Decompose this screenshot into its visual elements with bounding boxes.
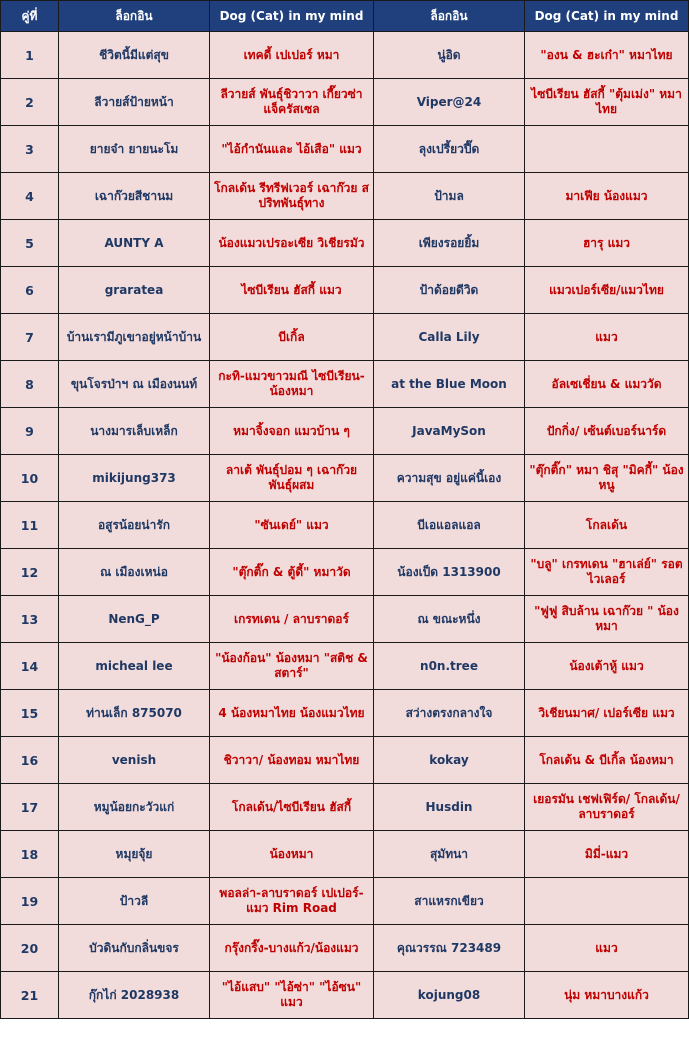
pair-number: 2: [1, 79, 59, 126]
table-row: [1, 32, 689, 79]
login-right: Calla Lily: [374, 314, 525, 361]
pet-right: วิเชียนมาศ/ เปอร์เซีย แมว: [525, 690, 689, 737]
login-left: กุ๊กไก่ 2028938: [59, 972, 210, 1019]
pet-right: แมว: [525, 925, 689, 972]
table-row: [1, 784, 689, 831]
login-right: เพียงรอยยิ้ม: [374, 220, 525, 267]
header-login-right: ล็อกอิน: [374, 1, 525, 32]
pet-right: โกลเด้น: [525, 502, 689, 549]
login-right: Viper@24: [374, 79, 525, 126]
pet-left: "ซันเดย์" แมว: [210, 502, 374, 549]
table-row: [1, 79, 689, 126]
login-right: n0n.tree: [374, 643, 525, 690]
login-left: NenG_P: [59, 596, 210, 643]
login-left: ขุนโจรป่าฯ ณ เมืองนนท์: [59, 361, 210, 408]
login-left: mikijung373: [59, 455, 210, 502]
pet-left: บีเกิ้ล: [210, 314, 374, 361]
login-right: สว่างตรงกลางใจ: [374, 690, 525, 737]
login-left: ณ เมืองเหน่อ: [59, 549, 210, 596]
pet-right: [525, 126, 689, 173]
pair-number: 19: [1, 878, 59, 925]
login-right: ความสุข อยู่แค่นี้เอง: [374, 455, 525, 502]
pet-left: น้องแมวเปรอะเซีย วิเชียรมัว: [210, 220, 374, 267]
login-left: AUNTY A: [59, 220, 210, 267]
pair-number: 12: [1, 549, 59, 596]
pet-right: เยอรมัน เชฟเฟิร์ด/ โกลเด้น/ลาบราดอร์: [525, 784, 689, 831]
header-pet-left: Dog (Cat) in my mind: [210, 1, 374, 32]
table-row: [1, 878, 689, 925]
header-pet-right: Dog (Cat) in my mind: [525, 1, 689, 32]
pet-left: โกลเด้น รีทรีฟเวอร์ เฉาก๊วย สปริทพันธุ์ทาง: [210, 173, 374, 220]
login-right: kojung08: [374, 972, 525, 1019]
pet-left: ลาเต้ พันธุ์ปอม ๆ เฉาก๊วย พันธุ์ผสม: [210, 455, 374, 502]
login-right: at the Blue Moon: [374, 361, 525, 408]
table-row: [1, 643, 689, 690]
pet-left: กรุ๊งกริ๊ง-บางแก้ว/น้องแมว: [210, 925, 374, 972]
pet-right: ฮารุ แมว: [525, 220, 689, 267]
pet-right: "บลู" เกรทเดน "ฮาเล่ย์" รอตไวเลอร์: [525, 549, 689, 596]
pair-number: 11: [1, 502, 59, 549]
table-row: [1, 596, 689, 643]
pet-left: พอลล่า-ลาบราดอร์ เปเปอร์- แมว Rim Road: [210, 878, 374, 925]
table-row: [1, 408, 689, 455]
login-right: น้องเป็ด 1313900: [374, 549, 525, 596]
table-row: [1, 690, 689, 737]
login-left: micheal lee: [59, 643, 210, 690]
login-left: graratea: [59, 267, 210, 314]
pair-number: 14: [1, 643, 59, 690]
table-row: [1, 502, 689, 549]
pair-number: 18: [1, 831, 59, 878]
login-left: บัวดินกับกลิ่นขจร: [59, 925, 210, 972]
login-right: Husdin: [374, 784, 525, 831]
table-row: [1, 314, 689, 361]
login-right: ลุงเปรี้ยวปี๊ด: [374, 126, 525, 173]
pair-number: 8: [1, 361, 59, 408]
pet-right: "ฟูฟู สิบล้าน เฉาก๊วย " น้องหมา: [525, 596, 689, 643]
header-login-left: ล็อกอิน: [59, 1, 210, 32]
pet-right: ไซบีเรียน ฮัสกี้ "ตุ้มเม่ง" หมาไทย: [525, 79, 689, 126]
header-row: [1, 1, 689, 32]
login-left: ป้าวลี: [59, 878, 210, 925]
pair-number: 7: [1, 314, 59, 361]
login-left: เฉาก๊วยสีชานม: [59, 173, 210, 220]
pet-left: เกรทเดน / ลาบราดอร์: [210, 596, 374, 643]
pair-number: 10: [1, 455, 59, 502]
login-left: นางมารเล็บเหล็ก: [59, 408, 210, 455]
table-row: [1, 173, 689, 220]
pet-left: เทคดี้ เปเปอร์ หมา: [210, 32, 374, 79]
table-row: [1, 267, 689, 314]
login-right: ป้ามล: [374, 173, 525, 220]
pet-left: "ไอ้กำนันและ ไอ้เสือ" แมว: [210, 126, 374, 173]
table-row: [1, 220, 689, 267]
pair-number: 1: [1, 32, 59, 79]
pair-number: 16: [1, 737, 59, 784]
login-left: ลีวายส์ป้ายหน้า: [59, 79, 210, 126]
header-pair-number: คู่ที่: [1, 1, 59, 32]
login-left: หมุยจุ้ย: [59, 831, 210, 878]
pet-right: แมวเปอร์เซีย/แมวไทย: [525, 267, 689, 314]
pet-right: ปักกิ่ง/ เซ้นต์เบอร์นาร์ด: [525, 408, 689, 455]
pair-number: 4: [1, 173, 59, 220]
pet-left: ชิวาวา/ น้องทอม หมาไทย: [210, 737, 374, 784]
pet-right: มิมี่-แมว: [525, 831, 689, 878]
table-row: [1, 972, 689, 1019]
pet-left: "ไอ้แสบ" "ไอ้ซ่า" "ไอ้ซน" แมว: [210, 972, 374, 1019]
table-row: [1, 925, 689, 972]
table-row: [1, 737, 689, 784]
pet-right: อัลเซเชี่ยน & แมววัด: [525, 361, 689, 408]
login-right: ป้าด้อยดีวิด: [374, 267, 525, 314]
pet-right: มาเฟีย น้องแมว: [525, 173, 689, 220]
login-left: venish: [59, 737, 210, 784]
pair-number: 3: [1, 126, 59, 173]
pet-left: "น้องก้อน" น้องหมา "สติช & สตาร์": [210, 643, 374, 690]
pet-right: โกลเด้น & บีเกิ้ล น้องหมา: [525, 737, 689, 784]
pet-right: [525, 878, 689, 925]
pet-left: กะทิ-แมวขาวมณี ไซบีเรียน-น้องหมา: [210, 361, 374, 408]
login-left: ชีวิตนี้มีแต่สุข: [59, 32, 210, 79]
login-left: ท่านเล็ก 875070: [59, 690, 210, 737]
pet-right: แมว: [525, 314, 689, 361]
login-right: นู่อิด: [374, 32, 525, 79]
login-right: ณ ขณะหนึ่ง: [374, 596, 525, 643]
table-row: [1, 126, 689, 173]
table-row: [1, 831, 689, 878]
pet-left: 4 น้องหมาไทย น้องแมวไทย: [210, 690, 374, 737]
login-right: บีเอแอลแอล: [374, 502, 525, 549]
login-left: ยายจ๋า ยายนะโม: [59, 126, 210, 173]
pair-number: 20: [1, 925, 59, 972]
pet-left: โกลเด้น/ไซบีเรียน ฮัสกี้: [210, 784, 374, 831]
pet-left: ลีวายส์ พันธุ์ชิวาวา เกี๊ยวซ่า แจ็ครัสเซล: [210, 79, 374, 126]
pet-left: "ตุ๊กติ๊ก & ตู้ดี้" หมาวัด: [210, 549, 374, 596]
pair-number: 9: [1, 408, 59, 455]
login-left: หมูน้อยกะวัวแก่: [59, 784, 210, 831]
pet-left: น้องหมา: [210, 831, 374, 878]
pair-number: 13: [1, 596, 59, 643]
login-right: JavaMySon: [374, 408, 525, 455]
pet-right: "องน & ฮะเก๋า" หมาไทย: [525, 32, 689, 79]
login-right: kokay: [374, 737, 525, 784]
pair-number: 21: [1, 972, 59, 1019]
table-row: [1, 549, 689, 596]
pair-number: 17: [1, 784, 59, 831]
table-row: [1, 455, 689, 502]
login-left: อสูรน้อยน่ารัก: [59, 502, 210, 549]
pet-left: ไซบีเรียน ฮัสกี้ แมว: [210, 267, 374, 314]
pet-right: นุ่ม หมาบางแก้ว: [525, 972, 689, 1019]
login-right: สุมัทนา: [374, 831, 525, 878]
pair-number: 6: [1, 267, 59, 314]
login-left: บ้านเรามีภูเขาอยู่หน้าบ้าน: [59, 314, 210, 361]
pair-number: 5: [1, 220, 59, 267]
pet-left: หมาจิ้งจอก แมวบ้าน ๆ: [210, 408, 374, 455]
pet-right: "ตุ๊กติ๊ก" หมา ชิสุ "มิคกี้" น้องหนู: [525, 455, 689, 502]
pair-number: 15: [1, 690, 59, 737]
pet-right: น้องเต้าหู้ แมว: [525, 643, 689, 690]
table-row: [1, 361, 689, 408]
login-right: สาแหรกเขียว: [374, 878, 525, 925]
login-right: คุณวรรณ 723489: [374, 925, 525, 972]
